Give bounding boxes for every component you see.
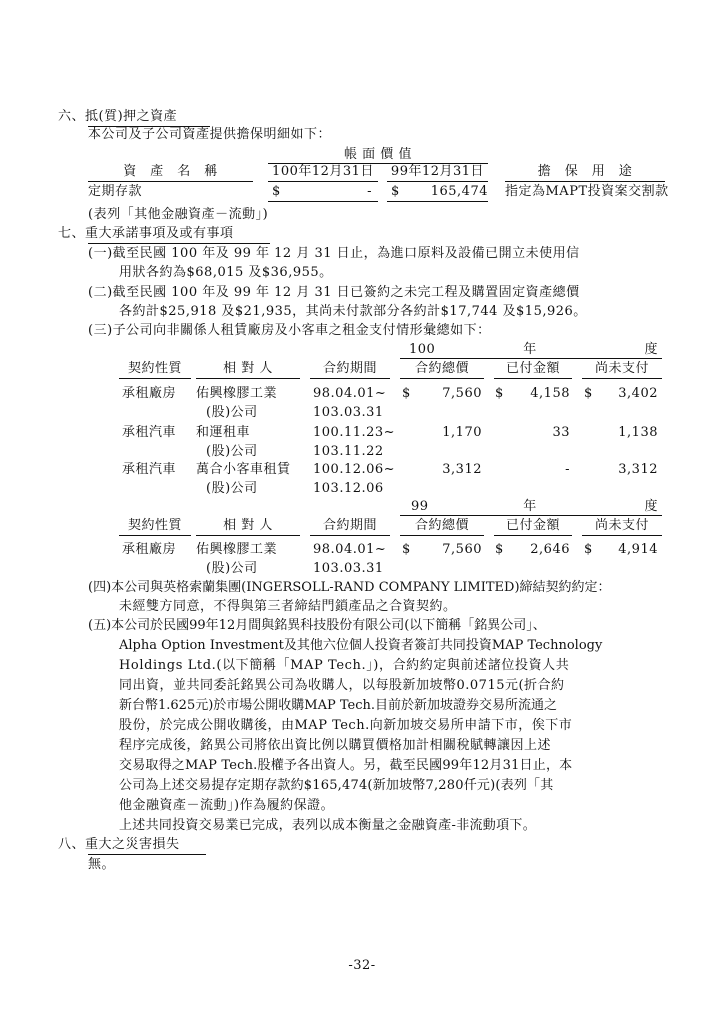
paragraph-5-line: 同出資，並共同委託銘異公司為收購人，以每股新加坡幣0.0715元(折合約 [119, 678, 565, 693]
lease-total: 7,560 [442, 386, 482, 401]
underline [119, 378, 191, 379]
lease-party: 和運租車 [196, 425, 251, 440]
underline [196, 535, 300, 536]
paragraph-5-line: 公司為上述交易提存定期存款約$165,474(新加坡幣7,280仟元)(表列「其 [119, 778, 554, 793]
lease-party: 萬合小客車租賃 [196, 462, 291, 477]
currency-sign: $ [402, 386, 411, 401]
lease-period-end: 103.03.31 [313, 405, 384, 420]
paragraph-4-line-2: 未經雙方同意，不得與第三者締結門鎖產品之合資契約。 [119, 599, 457, 614]
lease-paid: 33 [552, 425, 570, 440]
year-label: 度 [644, 342, 658, 357]
col-counterparty: 相 對 人 [223, 518, 273, 533]
lease-period-end: 103.12.06 [313, 481, 384, 496]
underline [310, 535, 390, 536]
lease-period-end: 103.03.31 [313, 561, 384, 576]
col-contract-type: 契約性質 [127, 361, 182, 376]
col-total: 合約總價 [414, 518, 469, 533]
section-6-intro: 本公司及子公司資產提供擔保明細如下： [88, 127, 332, 142]
lease-type: 承租汽車 [122, 462, 177, 477]
lease-party-suffix: (股)公司 [206, 561, 258, 576]
paragraph-5-line: 交易取得之MAP Tech.股權予各出資人。另，截至民國99年12月31日止，本 [119, 758, 573, 773]
col-paid: 已付金額 [505, 518, 560, 533]
year-label: 年 [523, 342, 537, 357]
underline [196, 378, 300, 379]
underline [505, 181, 665, 182]
lease-total: 3,312 [442, 462, 482, 477]
paragraph-5-line: 新台幣1.625元)於市場公開收購MAP Tech.目前於新加坡證券交易所流通之 [119, 698, 558, 713]
currency-sign: $ [402, 542, 411, 557]
paragraph-5-line: (五)本公司於民國99年12月間與銘異科技股份有限公司(以下簡稱「銘異公司」、 [88, 618, 546, 633]
underline [387, 201, 488, 202]
underline [119, 535, 191, 536]
underline [582, 535, 662, 536]
lease-total: 1,170 [442, 425, 482, 440]
underline [400, 358, 662, 359]
underline [387, 181, 488, 182]
year-label: 度 [644, 499, 658, 514]
col-contract-type: 契約性質 [127, 518, 182, 533]
lease-period-start: 100.12.06~ [313, 462, 396, 477]
page-number: -32- [348, 958, 376, 973]
underline [494, 535, 572, 536]
col-unpaid: 尚未支付 [594, 361, 649, 376]
paragraph-2-line-2: 各約計$25,918 及$21,935，其尚未付款部分各約計$17,744 及$15,926。 [119, 304, 587, 319]
col-paid: 已付金額 [505, 361, 560, 376]
underline [494, 378, 572, 379]
lease-type: 承租廠房 [122, 386, 177, 401]
underline [88, 243, 270, 244]
underline [400, 378, 484, 379]
currency-sign: $ [272, 184, 281, 199]
underline [310, 378, 390, 379]
lease-type: 承租廠房 [122, 542, 177, 557]
value-2010: 165,474 [430, 184, 488, 199]
lease-unpaid: 3,312 [618, 462, 658, 477]
year-label: 100 [409, 342, 436, 357]
lease-party-suffix: (股)公司 [206, 481, 258, 496]
col-total: 合約總價 [414, 361, 469, 376]
section-8-heading: 八、重大之災害損失 [58, 837, 180, 852]
currency-sign: $ [391, 184, 400, 199]
col-period: 合約期間 [322, 361, 377, 376]
year-label: 年 [523, 499, 537, 514]
underline [88, 854, 206, 855]
lease-paid: 2,646 [530, 542, 570, 557]
paragraph-5-end: 上述共同投資交易業已完成，表列以成本衡量之金融資產-非流動項下。 [119, 818, 536, 833]
paragraph-1-line-1: (一)截至民國 100 年及 99 年 12 月 31 日止，為進口原料及設備已開立未使用信 [88, 246, 580, 261]
paragraph-5-line: 股份，於完成公開收購後，由MAP Tech.向新加坡交易所申請下市，俟下市 [119, 718, 573, 733]
lease-unpaid: 4,914 [618, 542, 658, 557]
paragraph-5-line: 他金融資產－流動」)作為履約保證。 [119, 798, 335, 813]
table-group-header: 帳 面 價 值 [344, 147, 412, 162]
section-6-note: (表列「其他金融資產－流動」) [88, 207, 269, 222]
currency-sign: $ [584, 386, 593, 401]
lease-period-start: 98.04.01~ [313, 542, 387, 557]
row-asset-name: 定期存款 [88, 184, 143, 199]
paragraph-4-line-1: (四)本公司與英格索蘭集團(INGERSOLL-RAND COMPANY LIMITED)締結契約約定： [88, 580, 611, 595]
col-period: 合約期間 [322, 518, 377, 533]
paragraph-5-line: 程序完成後，銘異公司將依出資比例以購買價格加計相關稅賦轉讓因上述 [119, 738, 552, 753]
year-label: 99 [411, 499, 429, 514]
lease-unpaid: 1,138 [618, 425, 658, 440]
row-purpose: 指定為MAPT投資案交割款 [505, 184, 669, 199]
currency-sign: $ [584, 542, 593, 557]
lease-period-start: 98.04.01~ [313, 386, 387, 401]
col-2010: 99年12月31日 [390, 164, 485, 179]
currency-sign: $ [495, 542, 504, 557]
underline [268, 201, 378, 202]
currency-sign: $ [495, 386, 504, 401]
paragraph-1-line-2: 用狀各約為$68,015 及$36,955。 [119, 265, 333, 280]
underline [268, 181, 378, 182]
lease-period-end: 103.11.22 [313, 444, 384, 459]
col-counterparty: 相 對 人 [223, 361, 273, 376]
section-7-heading: 七、重大承諾事項及或有事項 [58, 226, 234, 241]
lease-period-start: 100.11.23~ [313, 425, 396, 440]
lease-unpaid: 3,402 [618, 386, 658, 401]
lease-type: 承租汽車 [122, 425, 177, 440]
col-unpaid: 尚未支付 [594, 518, 649, 533]
paragraph-5-line: Alpha Option Investment及其他六位個人投資者簽訂共同投資MAP Technology [119, 638, 603, 653]
paragraph-2-line-1: (二)截至民國 100 年及 99 年 12 月 31 日已簽約之未完工程及購置固定資產總價 [88, 285, 580, 300]
underline [400, 515, 662, 516]
section-8-body: 無。 [88, 857, 116, 872]
value-2011: - [367, 184, 372, 199]
section-6-heading: 六、抵(質)押之資產 [58, 109, 178, 124]
lease-paid: 4,158 [530, 386, 570, 401]
lease-party: 佑興橡膠工業 [196, 386, 278, 401]
paragraph-5-line: Holdings Ltd.(以下簡稱「MAP Tech.」)，合約約定與前述諸位投資人共 [119, 658, 570, 673]
lease-paid: - [565, 462, 570, 477]
col-2011: 100年12月31日 [272, 164, 374, 179]
underline [400, 535, 484, 536]
col-purpose: 擔 保 用 途 [537, 164, 633, 179]
underline [88, 181, 253, 182]
lease-total: 7,560 [442, 542, 482, 557]
paragraph-3: (三)子公司向非關係人租賃廠房及小客車之租金支付情形彙總如下： [88, 323, 491, 338]
lease-party-suffix: (股)公司 [206, 444, 258, 459]
col-asset-name: 資 產 名 稱 [123, 164, 218, 179]
lease-party: 佑興橡膠工業 [196, 542, 278, 557]
underline [582, 378, 662, 379]
lease-party-suffix: (股)公司 [206, 405, 258, 420]
